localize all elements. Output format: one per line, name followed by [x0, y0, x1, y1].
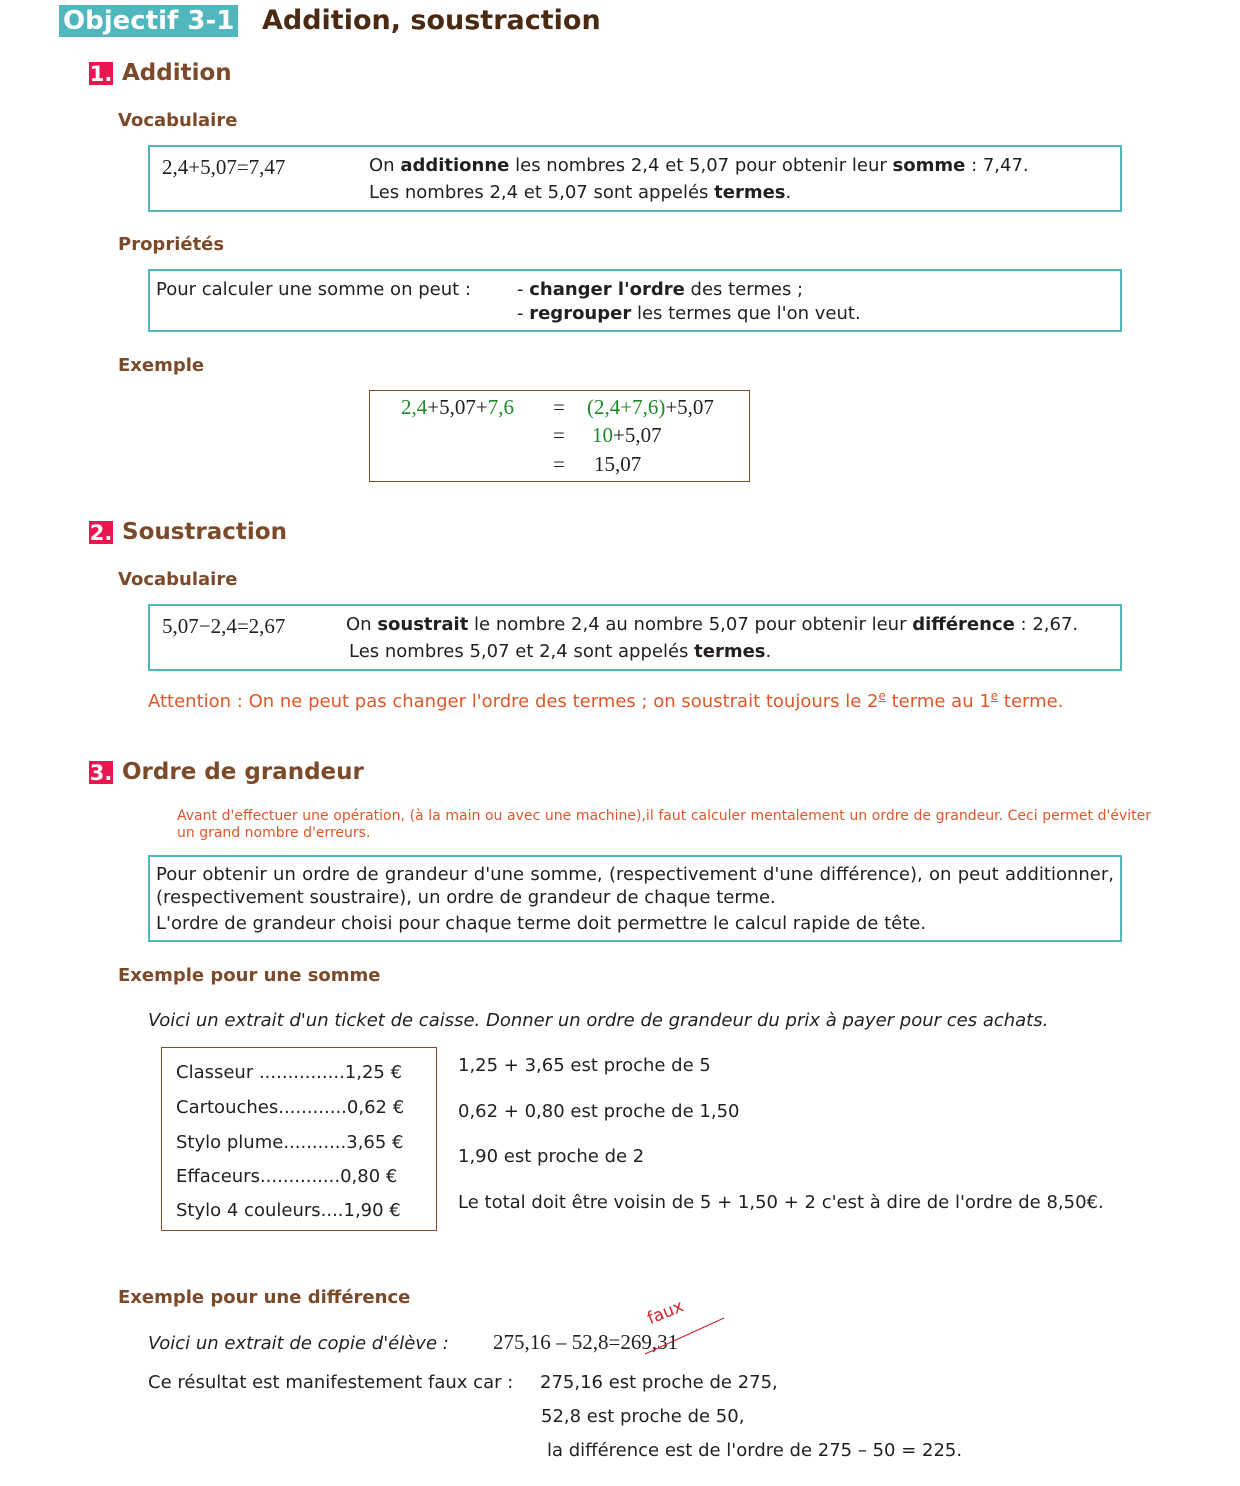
example-heading: Exemple — [118, 355, 205, 376]
section-title-addition: Addition — [122, 60, 232, 86]
subtraction-vocab-box — [148, 604, 1122, 671]
magnitude-note: Avant d'effectuer une opération, (à la main ou avec une machine),il faut calculer mentalement un ordre de grandeur. Ceci permet d'éviter un grand nombre d'erreurs. — [177, 808, 1151, 841]
faux-annotation: faux — [644, 1296, 687, 1329]
sum-example-heading: Exemple pour une somme — [118, 965, 381, 986]
example-lhs: 2,4+5,07+7,6 — [401, 395, 514, 419]
addition-vocab-line1: On additionne les nombres 2,4 et 5,07 pour obtenir leur somme : 7,47. — [369, 155, 1029, 176]
example-eq-2: = — [553, 423, 565, 447]
section-title-magnitude: Ordre de grandeur — [122, 759, 364, 785]
page-title: Addition, soustraction — [262, 5, 601, 36]
difference-example-heading: Exemple pour une différence — [118, 1287, 411, 1308]
addition-vocab-formula: 2,4+5,07=7,47 — [162, 155, 286, 179]
magnitude-rule-line1: Pour obtenir un ordre de grandeur d'une somme, (respectivement d'une différence), on peut additionner, (respectivement soustraire), un ordre de grandeur de chaque terme. — [156, 864, 1114, 908]
receipt-line: Stylo plume...........3,65 € — [176, 1132, 404, 1153]
subtraction-vocab-line2: Les nombres 5,07 et 2,4 sont appelés termes. — [349, 641, 772, 662]
example-step-3: 15,07 — [594, 452, 642, 476]
addition-vocab-line2: Les nombres 2,4 et 5,07 sont appelés termes. — [369, 182, 792, 203]
receipt-line: Effaceurs..............0,80 € — [176, 1166, 398, 1187]
magnitude-rule-box — [148, 855, 1122, 942]
difference-prompt: Voici un extrait de copie d'élève : — [148, 1333, 449, 1354]
difference-reason-3: la différence est de l'ordre de 275 – 50 = 225. — [547, 1440, 963, 1461]
addition-vocab-heading: Vocabulaire — [118, 110, 238, 131]
properties-lead: Pour calculer une somme on peut : — [156, 279, 471, 300]
addition-vocab-box — [148, 145, 1122, 212]
properties-item-order: - changer l'ordre des termes ; — [517, 279, 804, 300]
example-box — [369, 390, 750, 482]
section-number-2: 2. — [89, 521, 113, 545]
example-eq-1: = — [553, 395, 565, 419]
attention-note: Attention : On ne peut pas changer l'ordre des termes ; on soustrait toujours le 2e terme au 1e terme. — [148, 689, 1064, 712]
magnitude-rule-line2: L'ordre de grandeur choisi pour chaque terme doit permettre le calcul rapide de tête. — [156, 913, 927, 934]
subtraction-vocab-heading: Vocabulaire — [118, 569, 238, 590]
section-title-subtraction: Soustraction — [122, 519, 287, 545]
example-step-1: (2,4+7,6)+5,07 — [587, 395, 714, 419]
difference-reason-2: 52,8 est proche de 50, — [541, 1406, 745, 1427]
receipt-box — [161, 1047, 437, 1231]
section-number-1: 1. — [89, 62, 113, 86]
receipt-line: Classeur ...............1,25 € — [176, 1062, 403, 1083]
difference-reason-1: 275,16 est proche de 275, — [540, 1372, 778, 1393]
estimate-total: Le total doit être voisin de 5 + 1,50 + 2 c'est à dire de l'ordre de 8,50€. — [458, 1192, 1104, 1213]
sum-example-prompt: Voici un extrait d'un ticket de caisse. Donner un ordre de grandeur du prix à payer pour ces achats. — [148, 1010, 1049, 1031]
estimate-line: 1,90 est proche de 2 — [458, 1146, 645, 1167]
example-step-2: 10+5,07 — [592, 423, 662, 447]
properties-box — [148, 269, 1122, 332]
subtraction-vocab-line1: On soustrait le nombre 2,4 au nombre 5,07 pour obtenir leur différence : 2,67. — [346, 614, 1079, 635]
properties-item-group: - regrouper les termes que l'on veut. — [517, 303, 861, 324]
estimate-line: 1,25 + 3,65 est proche de 5 — [458, 1055, 711, 1076]
objective-badge: Objectif 3-1 — [59, 5, 238, 37]
properties-heading: Propriétés — [118, 234, 225, 255]
student-formula: 275,16 – 52,8=269,31 — [493, 1330, 679, 1354]
receipt-line: Cartouches............0,62 € — [176, 1097, 405, 1118]
example-eq-3: = — [553, 452, 565, 476]
section-number-3: 3. — [89, 761, 113, 785]
difference-reason-lead: Ce résultat est manifestement faux car : — [148, 1372, 514, 1393]
subtraction-vocab-formula: 5,07−2,4=2,67 — [162, 614, 286, 638]
receipt-line: Stylo 4 couleurs....1,90 € — [176, 1200, 401, 1221]
estimate-line: 0,62 + 0,80 est proche de 1,50 — [458, 1101, 740, 1122]
